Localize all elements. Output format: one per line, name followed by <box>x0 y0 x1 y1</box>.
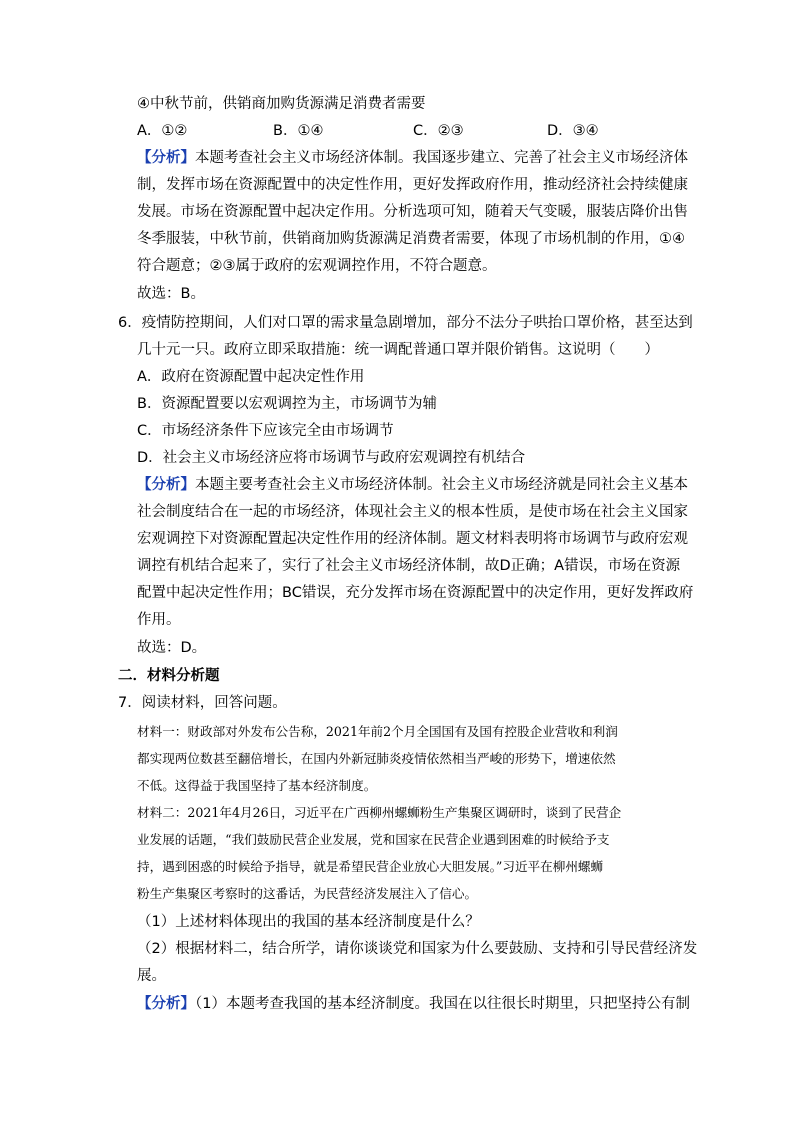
q7-material-line-2: 都实现两位数甚至翻倍增长，在国内外新冠肺炎疫情依然相当严峻的形势下，增速依然 <box>137 751 616 766</box>
q5-choice-c: C．②③ <box>413 123 464 139</box>
q6-analysis-line-5: 配置中起决定性作用；BC错误，充分发挥市场在资源配置中的决定作用，更好发挥政府 <box>137 585 694 601</box>
q6-stem-line-2: 几十元一只。政府立即采取措施：统一调配普通口罩并限价销售。这说明（ ） <box>137 342 659 358</box>
q7-analysis-label: 【分析】 <box>137 996 195 1012</box>
q5-choice-d: D．③④ <box>547 123 599 139</box>
q6-analysis-text: 本题主要考查社会主义市场经济体制。社会主义市场经济就是同社会主义基本 <box>195 477 688 493</box>
q5-analysis-line-5: 符合题意；②③属于政府的宏观调控作用，不符合题意。 <box>137 258 497 274</box>
q7-stem: 7．阅读材料，回答问题。 <box>118 695 287 711</box>
q5-choice-a: A．①② <box>137 123 188 139</box>
q6-option-c: C．市场经济条件下应该完全由市场调节 <box>137 423 394 439</box>
q7-material-line-6: 持，遇到困惑的时候给予指导，就是希望民营企业放心大胆发展。”习近平在柳州螺蛳 <box>137 859 604 874</box>
q6-analysis-line-2: 社会制度结合在一起的市场经济，体现社会主义的根本性质，是使市场在社会主义国家 <box>137 504 688 520</box>
q7-sub-question-2: （2）根据材料二，结合所学，请你谈谈党和国家为什么要鼓励、支持和引导民营经济发 <box>137 941 698 957</box>
q6-analysis-label: 【分析】 <box>137 477 195 493</box>
q5-answer: 故选：B。 <box>137 286 205 302</box>
q6-option-d: D．社会主义市场经济应将市场调节与政府宏观调控有机结合 <box>137 450 526 466</box>
q6-analysis-line-1 <box>137 475 688 495</box>
q7-material-line-3: 不低。这得益于我国坚持了基本经济制度。 <box>137 778 377 793</box>
q5-choice-b: B．①④ <box>273 123 324 139</box>
q5-analysis-line-3: 发展。市场在资源配置中起决定作用。分析选项可知，随着天气变暖，服装店降价出售 <box>137 204 688 220</box>
section-title: 二．材料分析题 <box>118 668 220 684</box>
q5-analysis-line-1 <box>137 148 688 168</box>
q7-material-line-7: 粉生产集聚区考察时的这番话，为民营经济发展注入了信心。 <box>137 886 478 901</box>
q6-answer: 故选：D。 <box>137 640 207 656</box>
q7-material-line-5: 业发展的话题，“我们鼓励民营企业发展，党和国家在民营企业遇到困难的时候给予支 <box>137 832 610 847</box>
q5-analysis-line-4: 冬季服装，中秋节前，供销商加购货源满足消费者需要，体现了市场机制的作用，①④ <box>137 231 685 247</box>
q6-analysis-line-3: 宏观调控下对资源配置起决定性作用的经济体制。题文材料表明将市场调节与政府宏观 <box>137 531 688 547</box>
q5-analysis-label: 【分析】 <box>137 150 195 166</box>
q7-analysis-line-1 <box>137 994 690 1014</box>
q7-analysis-text: （1）本题考查我国的基本经济制度。我国在以往很长时期里，只把坚持公有制 <box>195 996 690 1012</box>
q7-sub-question-1: （1）上述材料体现出的我国的基本经济制度是什么？ <box>137 914 480 930</box>
q7-material-line-4: 材料二：2021年4月26日，习近平在广西柳州螺蛳粉生产集聚区调研时，谈到了民营企 <box>137 805 622 820</box>
q6-option-b: B．资源配置要以宏观调控为主，市场调节为辅 <box>137 396 437 412</box>
q5-analysis-line-2: 制，发挥市场在资源配置中的决定性作用，更好发挥政府作用，推动经济社会持续健康 <box>137 177 688 193</box>
q7-sub-question-2-cont: 展。 <box>137 968 166 984</box>
q7-material-line-1: 材料一：财政部对外发布公告称，2021年前2个月全国国有及国有控股企业营收和利润 <box>137 724 618 739</box>
q5-option-4: ④中秋节前，供销商加购货源满足消费者需要 <box>137 96 426 112</box>
q6-stem-line-1: 6．疫情防控期间，人们对口罩的需求量急剧增加，部分不法分子哄抬口罩价格，甚至达到 <box>118 315 693 331</box>
q5-analysis-text: 本题考查社会主义市场经济体制。我国逐步建立、完善了社会主义市场经济体 <box>195 150 688 166</box>
q6-analysis-line-6: 作用。 <box>137 612 181 628</box>
q6-analysis-line-4: 调控有机结合起来了，实行了社会主义市场经济体制，故D正确；A错误，市场在资源 <box>137 558 681 574</box>
q6-option-a: A．政府在资源配置中起决定性作用 <box>137 369 365 385</box>
